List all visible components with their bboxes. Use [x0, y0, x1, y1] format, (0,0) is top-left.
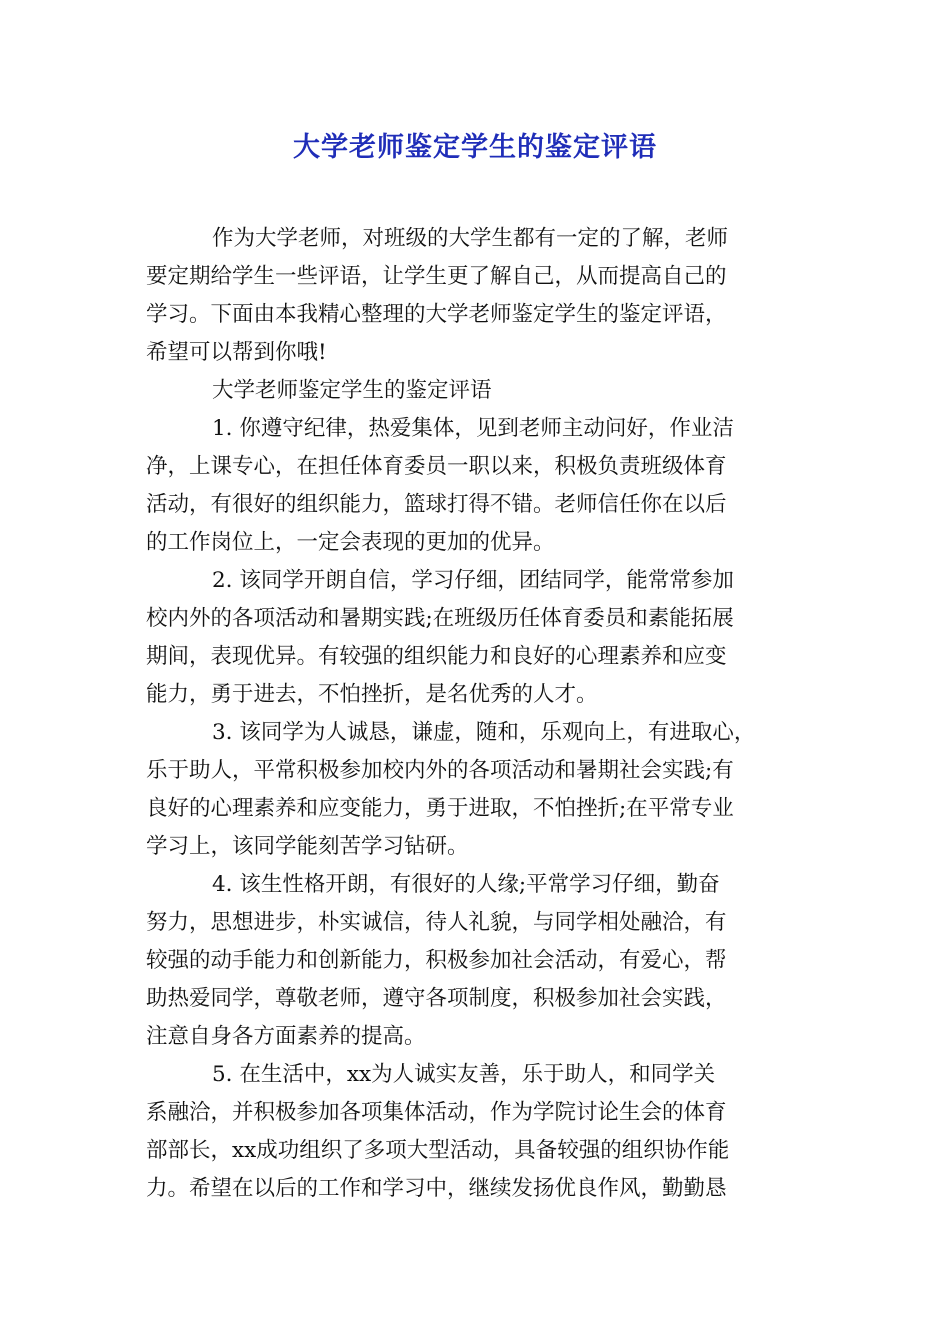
document-title: 大学老师鉴定学生的鉴定评语	[293, 132, 657, 163]
paragraph-line: 校内外的各项活动和暑期实践;在班级历任体育委员和素能拓展	[146, 606, 734, 631]
paragraph-first-line: 5. 在生活中，xx为人诚实友善，乐于助人，和同学关	[212, 1062, 716, 1087]
paragraph-line: 系融洽，并积极参加各项集体活动，作为学院讨论生会的体育	[146, 1100, 727, 1125]
paragraph-line: 努力，思想进步，朴实诚信，待人礼貌，与同学相处融洽，有	[146, 910, 727, 935]
paragraph-first-line: 3. 该同学为人诚恳，谦虚，随和，乐观向上，有进取心，	[212, 720, 756, 745]
paragraph-line: 能力，勇于进去，不怕挫折，是名优秀的人才。	[146, 682, 598, 707]
paragraph-first-line: 大学老师鉴定学生的鉴定评语	[212, 378, 492, 403]
paragraph-first-line: 2. 该同学开朗自信，学习仔细，团结同学，能常常参加	[212, 568, 734, 593]
paragraph-first-line: 作为大学老师，对班级的大学生都有一定的了解，老师	[212, 226, 729, 251]
paragraph-line: 学习。下面由本我精心整理的大学老师鉴定学生的鉴定评语，	[146, 302, 727, 327]
paragraph-line: 期间，表现优异。有较强的组织能力和良好的心理素养和应变	[146, 644, 727, 669]
paragraph-line: 学习上，该同学能刻苦学习钻研。	[146, 834, 469, 859]
paragraph-line: 活动，有很好的组织能力，篮球打得不错。老师信任你在以后	[146, 492, 727, 517]
paragraph-first-line: 1. 你遵守纪律，热爱集体，见到老师主动问好，作业洁	[212, 416, 734, 441]
paragraph-first-line: 4. 该生性格开朗，有很好的人缘;平常学习仔细，勤奋	[212, 872, 720, 897]
document-body	[146, 220, 810, 1208]
paragraph-line: 希望可以帮到你哦!	[146, 340, 327, 365]
paragraph-line: 力。希望在以后的工作和学习中，继续发扬优良作风，勤勤恳	[146, 1176, 727, 1201]
paragraph-line: 乐于助人，平常积极参加校内外的各项活动和暑期社会实践;有	[146, 758, 734, 783]
paragraph-line: 部部长，xx成功组织了多项大型活动，具备较强的组织协作能	[146, 1138, 730, 1163]
paragraph-line: 要定期给学生一些评语，让学生更了解自己，从而提高自己的	[146, 264, 727, 289]
paragraph-line: 良好的心理素养和应变能力，勇于进取，不怕挫折;在平常专业	[146, 796, 734, 821]
paragraph-line: 较强的动手能力和创新能力，积极参加社会活动，有爱心，帮	[146, 948, 727, 973]
paragraph-line: 的工作岗位上，一定会表现的更加的优异。	[146, 530, 555, 555]
paragraph-line: 助热爱同学，尊敬老师，遵守各项制度，积极参加社会实践，	[146, 986, 727, 1011]
paragraph-line: 净，上课专心，在担任体育委员一职以来，积极负责班级体育	[146, 454, 727, 479]
paragraph-line: 注意自身各方面素养的提高。	[146, 1024, 426, 1049]
